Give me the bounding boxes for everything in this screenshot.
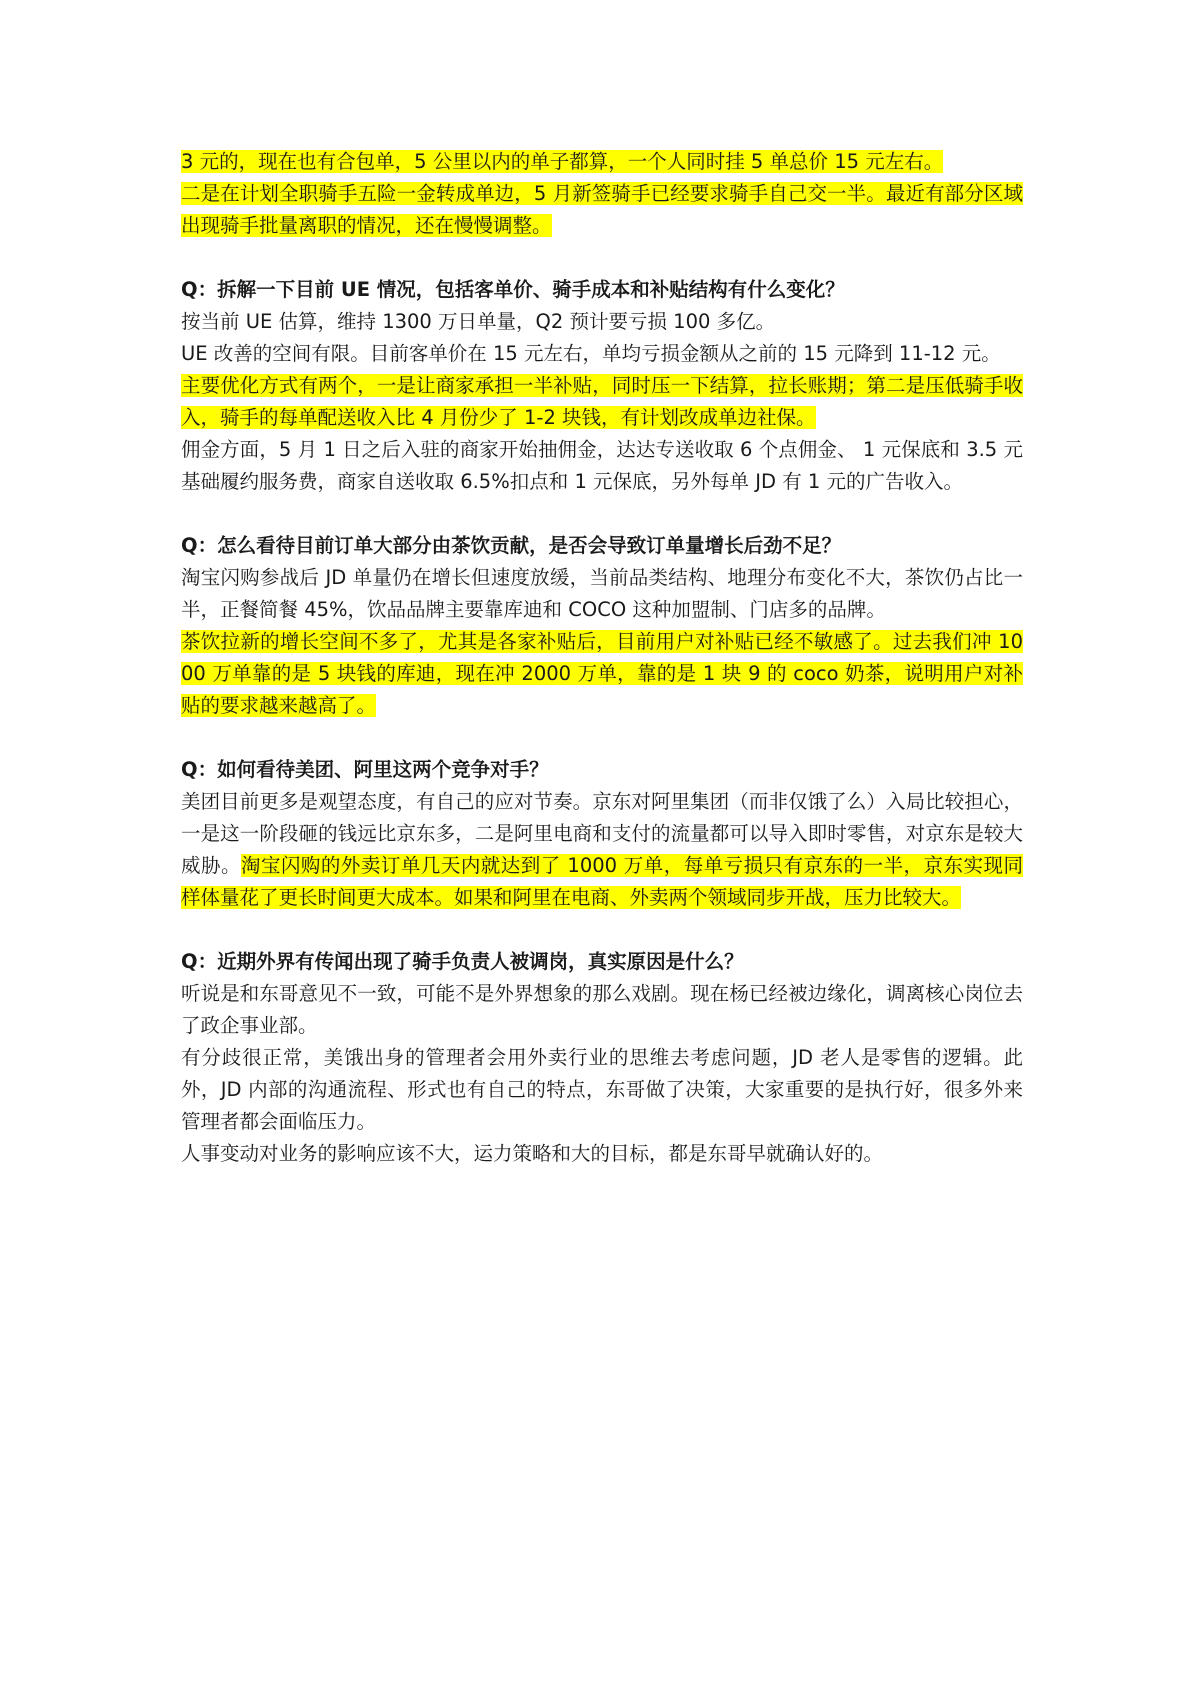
answer-paragraph: [181, 338, 1023, 370]
paragraph-text: 美团目前更多是观望态度，有自己的应对节奏。京东对阿里集团（而非仅饿了么）入局比较担心，一是这一阶段砸的钱远比京东多，二是阿里电商和支付的流量都可以导入即时零售，对京东是较大威胁。: [181, 790, 1023, 877]
highlighted-text: 二是在计划全职骑手五险一金转成单边，5 月新签骑手已经要求骑手自己交一半。最近有部分区域出现骑手批量离职的情况，还在慢慢调整。: [181, 182, 1023, 237]
paragraph-text: 人事变动对业务的影响应该不大，运力策略和大的目标，都是东哥早就确认好的。: [181, 1142, 884, 1165]
answer-paragraph: [181, 1138, 1023, 1170]
answer-paragraph: [181, 178, 1023, 242]
paragraph-text: 有分歧很正常，美饿出身的管理者会用外卖行业的思维去考虑问题，JD 老人是零售的逻辑。此外，JD 内部的沟通流程、形式也有自己的特点，东哥做了决策，大家重要的是执行好，很多外来管理者都会面临压力。: [181, 1046, 1023, 1133]
highlighted-text: 3 元的，现在也有合包单，5 公里以内的单子都算，一个人同时挂 5 单总价 15 元左右。: [181, 150, 944, 173]
answer-paragraph: [181, 306, 1023, 338]
highlighted-text: 淘宝闪购的外卖订单几天内就达到了 1000 万单，每单亏损只有京东的一半，京东实现同样体量花了更长时间更大成本。如果和阿里在电商、外卖两个领域同步开战，压力比较大。: [181, 854, 1023, 909]
highlighted-text: 主要优化方式有两个，一是让商家承担一半补贴，同时压一下结算，拉长账期；第二是压低骑手收入，骑手的每单配送收入比 4 月份少了 1-2 块钱，有计划改成单边社保。: [181, 374, 1023, 429]
question-heading: [181, 274, 1023, 306]
answer-paragraph: [181, 434, 1023, 498]
paragraph-text: Q：怎么看待目前订单大部分由茶饮贡献，是否会导致订单量增长后劲不足？: [181, 534, 842, 557]
paragraph-text: 佣金方面，5 月 1 日之后入驻的商家开始抽佣金，达达专送收取 6 个点佣金、 1 元保底和 3.5 元基础履约服务费，商家自送收取 6.5%扣点和 1 元保底，另外每单 JD 有 1 元的广告收入。: [181, 438, 1023, 493]
paragraph-text: Q：如何看待美团、阿里这两个竞争对手？: [181, 758, 549, 781]
question-heading: [181, 754, 1023, 786]
paragraph-text: 淘宝闪购参战后 JD 单量仍在增长但速度放缓，当前品类结构、地理分布变化不大，茶饮仍占比一半，正餐简餐 45%，饮品品牌主要靠库迪和 COCO 这种加盟制、门店多的品牌。: [181, 566, 1023, 621]
question-heading: [181, 946, 1023, 978]
answer-paragraph: [181, 626, 1023, 722]
answer-paragraph: [181, 370, 1023, 434]
answer-paragraph: [181, 146, 1023, 178]
answer-paragraph: [181, 562, 1023, 626]
paragraph-text: 按当前 UE 估算，维持 1300 万日单量，Q2 预计要亏损 100 多亿。: [181, 310, 776, 333]
paragraph-text: Q：近期外界有传闻出现了骑手负责人被调岗，真实原因是什么？: [181, 950, 744, 973]
paragraph-text: UE 改善的空间有限。目前客单价在 15 元左右，单均亏损金额从之前的 15 元降到 11-12 元。: [181, 342, 1001, 365]
answer-paragraph: [181, 1042, 1023, 1138]
paragraph-text: 听说是和东哥意见不一致，可能不是外界想象的那么戏剧。现在杨已经被边缘化，调离核心岗位去了政企事业部。: [181, 982, 1023, 1037]
answer-paragraph: [181, 978, 1023, 1042]
question-heading: [181, 530, 1023, 562]
answer-paragraph: [181, 786, 1023, 914]
document-body: [181, 146, 1023, 1170]
highlighted-text: 茶饮拉新的增长空间不多了，尤其是各家补贴后，目前用户对补贴已经不敏感了。过去我们冲 1000 万单靠的是 5 块钱的库迪，现在冲 2000 万单，靠的是 1 块 9 的 coco 奶茶，说明用户对补贴的要求越来越高了。: [181, 630, 1023, 717]
paragraph-text: Q：拆解一下目前 UE 情况，包括客单价、骑手成本和补贴结构有什么变化？: [181, 278, 845, 301]
